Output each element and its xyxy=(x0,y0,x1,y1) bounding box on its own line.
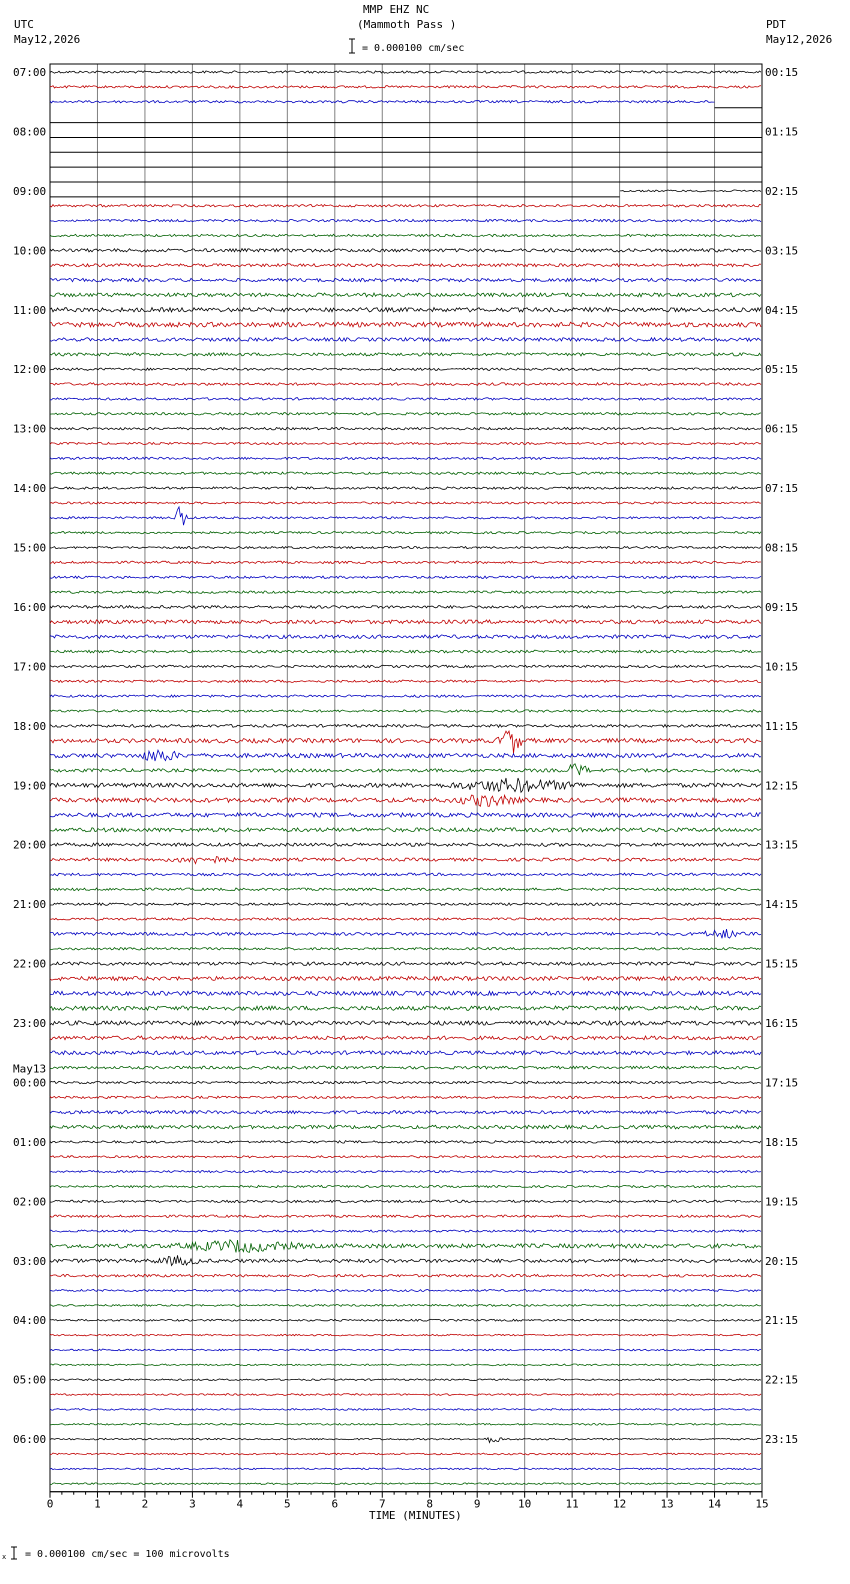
x-tick-label: 4 xyxy=(236,1497,244,1511)
x-tick-label: 8 xyxy=(426,1497,434,1511)
trace-row xyxy=(50,1483,761,1485)
trace-row xyxy=(50,561,761,563)
left-date: May12,2026 xyxy=(14,33,81,46)
right-hour-label: 20:15 xyxy=(765,1254,799,1268)
trace-row xyxy=(50,1066,761,1069)
trace-row xyxy=(50,264,761,267)
trace-row xyxy=(50,278,761,281)
trace-row xyxy=(50,843,761,846)
x-axis-title: TIME (MINUTES) xyxy=(369,1509,462,1522)
right-hour-label: 07:15 xyxy=(765,482,799,496)
left-hour-label: 13:00 xyxy=(13,422,47,436)
x-tick-label: 13 xyxy=(660,1497,674,1511)
trace-row xyxy=(50,1334,761,1336)
trace-row xyxy=(50,888,761,891)
x-tick-label: 0 xyxy=(46,1497,54,1511)
trace-row xyxy=(50,368,761,370)
left-hour-label: 17:00 xyxy=(13,660,47,674)
trace-row xyxy=(50,1240,761,1253)
left-date-change-label: May13 xyxy=(13,1062,47,1076)
trace-row xyxy=(50,1051,761,1055)
trace-row xyxy=(50,398,761,400)
trace-row xyxy=(50,1125,761,1129)
right-hour-label: 03:15 xyxy=(765,244,799,258)
right-hour-label: 18:15 xyxy=(765,1135,799,1149)
trace-row xyxy=(50,695,761,697)
right-hour-label: 04:15 xyxy=(765,303,799,317)
right-hour-label: 02:15 xyxy=(765,184,799,198)
trace-row xyxy=(50,1394,761,1396)
left-hour-label: 06:00 xyxy=(13,1433,47,1447)
left-hour-label: 09:00 xyxy=(13,184,47,198)
trace-row xyxy=(50,1156,761,1158)
trace-row xyxy=(50,1319,761,1321)
trace-row xyxy=(50,873,761,876)
station-location: (Mammoth Pass ) xyxy=(357,18,457,31)
trace-row xyxy=(50,1255,761,1265)
right-hour-label: 01:15 xyxy=(765,125,799,139)
trace-row xyxy=(50,322,761,327)
svg-text:x: x xyxy=(2,1553,7,1561)
trace-row xyxy=(50,795,761,806)
trace-row xyxy=(50,764,761,775)
trace-row xyxy=(50,620,761,624)
trace-row xyxy=(50,472,761,474)
trace-row xyxy=(50,383,761,386)
left-hour-label: 03:00 xyxy=(13,1254,47,1268)
trace-row xyxy=(50,1036,761,1040)
x-tick-label: 1 xyxy=(94,1497,101,1511)
left-hour-label: 05:00 xyxy=(13,1373,47,1387)
x-tick-label: 14 xyxy=(707,1497,722,1511)
x-tick-label: 3 xyxy=(189,1497,196,1511)
trace-row xyxy=(50,205,761,207)
right-hour-label: 13:15 xyxy=(765,838,799,852)
right-hour-label: 19:15 xyxy=(765,1195,799,1209)
right-hour-label: 23:15 xyxy=(765,1433,799,1447)
left-hour-label: 18:00 xyxy=(13,719,47,733)
trace-row xyxy=(50,1423,761,1425)
left-timezone: UTC xyxy=(14,18,34,31)
right-hour-label: 05:15 xyxy=(765,363,799,377)
trace-row xyxy=(50,680,761,682)
right-hour-label: 09:15 xyxy=(765,600,799,614)
left-hour-label: 01:00 xyxy=(13,1135,47,1149)
trace-row xyxy=(50,1379,761,1381)
right-hour-label: 14:15 xyxy=(765,898,799,912)
x-tick-label: 9 xyxy=(473,1497,481,1511)
left-hour-label: 19:00 xyxy=(13,779,47,793)
trace-row xyxy=(50,546,761,548)
trace-row xyxy=(50,1468,761,1470)
trace-row xyxy=(50,1215,761,1217)
x-tick-label: 6 xyxy=(331,1497,339,1511)
right-hour-label: 12:15 xyxy=(765,779,799,793)
trace-row xyxy=(50,353,761,356)
left-hour-label: 22:00 xyxy=(13,957,47,971)
trace-row xyxy=(50,813,761,817)
trace-row xyxy=(50,724,761,727)
right-hour-label: 15:15 xyxy=(765,957,799,971)
trace-row xyxy=(50,1006,761,1010)
trace-row xyxy=(50,219,761,221)
trace-row xyxy=(50,249,761,252)
trace-row xyxy=(50,665,761,667)
left-hour-label: 07:00 xyxy=(13,66,47,79)
trace-row xyxy=(50,1409,761,1411)
right-timezone: PDT xyxy=(766,18,786,31)
trace-row xyxy=(50,929,761,938)
trace-row xyxy=(50,606,761,609)
x-tick-label: 2 xyxy=(141,1497,149,1511)
right-hour-label: 17:15 xyxy=(765,1076,799,1090)
left-hour-label: 12:00 xyxy=(13,363,47,377)
trace-row xyxy=(50,502,761,504)
trace-row xyxy=(50,457,761,459)
trace-row xyxy=(50,857,761,864)
trace-row xyxy=(50,1438,761,1443)
trace-row xyxy=(50,507,761,525)
footer-scale-bar-icon xyxy=(2,1547,17,1561)
left-hour-label: 02:00 xyxy=(13,1195,47,1209)
trace-row xyxy=(50,1304,761,1306)
trace-row xyxy=(50,442,761,444)
trace-row xyxy=(50,591,761,593)
left-hour-label: 15:00 xyxy=(13,541,47,555)
right-hour-label: 16:15 xyxy=(765,1017,799,1031)
trace-row xyxy=(50,976,761,980)
trace-row xyxy=(50,86,761,88)
right-date: May12,2026 xyxy=(766,33,833,46)
x-tick-label: 5 xyxy=(284,1497,291,1511)
left-hour-label: 10:00 xyxy=(13,244,47,258)
left-hour-label: 23:00 xyxy=(13,1017,47,1031)
right-hour-label: 00:15 xyxy=(765,66,799,79)
x-tick-label: 11 xyxy=(565,1497,579,1511)
trace-row xyxy=(50,1185,761,1187)
left-hour-label: 08:00 xyxy=(13,125,47,139)
trace-row xyxy=(50,1200,761,1202)
trace-row xyxy=(50,778,761,792)
left-hour-label: 04:00 xyxy=(13,1314,47,1328)
scale-bar-label: = 0.000100 cm/sec xyxy=(362,43,465,54)
trace-row xyxy=(50,1453,761,1455)
trace-row xyxy=(50,1111,761,1114)
scale-bar-icon xyxy=(349,39,355,53)
trace-row xyxy=(50,1364,761,1366)
trace-row xyxy=(50,948,761,950)
trace-row xyxy=(50,1274,761,1277)
trace-row xyxy=(50,903,761,905)
trace-row xyxy=(50,308,761,312)
trace-row xyxy=(50,1171,761,1173)
trace-row xyxy=(50,293,761,297)
right-hour-label: 06:15 xyxy=(765,422,799,436)
x-tick-label: 7 xyxy=(378,1497,386,1511)
left-hour-label: 00:00 xyxy=(13,1076,47,1090)
trace-row xyxy=(50,828,761,832)
right-hour-label: 08:15 xyxy=(765,541,799,555)
left-hour-label: 16:00 xyxy=(13,600,47,614)
right-hour-label: 21:15 xyxy=(765,1314,799,1328)
trace-row xyxy=(50,71,761,73)
trace-row xyxy=(50,650,761,653)
trace-row xyxy=(50,750,761,761)
trace-row xyxy=(50,413,761,415)
trace-row xyxy=(50,338,761,342)
trace-row xyxy=(50,1081,761,1083)
right-hour-label: 22:15 xyxy=(765,1373,799,1387)
trace-row xyxy=(50,710,761,712)
footer-scale-label: = 0.000100 cm/sec = 100 microvolts xyxy=(25,1549,230,1560)
x-tick-label: 10 xyxy=(518,1497,532,1511)
trace-row xyxy=(50,918,761,920)
left-hour-label: 14:00 xyxy=(13,482,47,496)
x-tick-label: 15 xyxy=(755,1497,769,1511)
trace-row xyxy=(50,234,761,236)
trace-row xyxy=(50,1096,761,1098)
trace-row xyxy=(50,427,761,429)
x-tick-label: 12 xyxy=(612,1497,627,1511)
trace-row xyxy=(50,576,761,578)
trace-row xyxy=(50,487,761,489)
trace-row xyxy=(50,1289,761,1291)
plot-frame xyxy=(50,64,762,1492)
trace-row xyxy=(50,1021,761,1025)
right-hour-label: 10:15 xyxy=(765,660,799,674)
trace-row xyxy=(50,962,761,965)
trace-row xyxy=(620,190,761,192)
trace-row xyxy=(50,731,761,753)
right-hour-label: 11:15 xyxy=(765,719,799,733)
left-hour-label: 20:00 xyxy=(13,838,47,852)
trace-row xyxy=(50,1230,761,1232)
station-title: MMP EHZ NC xyxy=(363,3,430,16)
trace-row xyxy=(50,635,761,639)
trace-row xyxy=(50,991,761,995)
trace-row xyxy=(50,532,761,534)
trace-row xyxy=(50,1141,761,1143)
trace-row xyxy=(50,1349,761,1351)
left-hour-label: 11:00 xyxy=(13,303,47,317)
left-hour-label: 21:00 xyxy=(13,898,47,912)
